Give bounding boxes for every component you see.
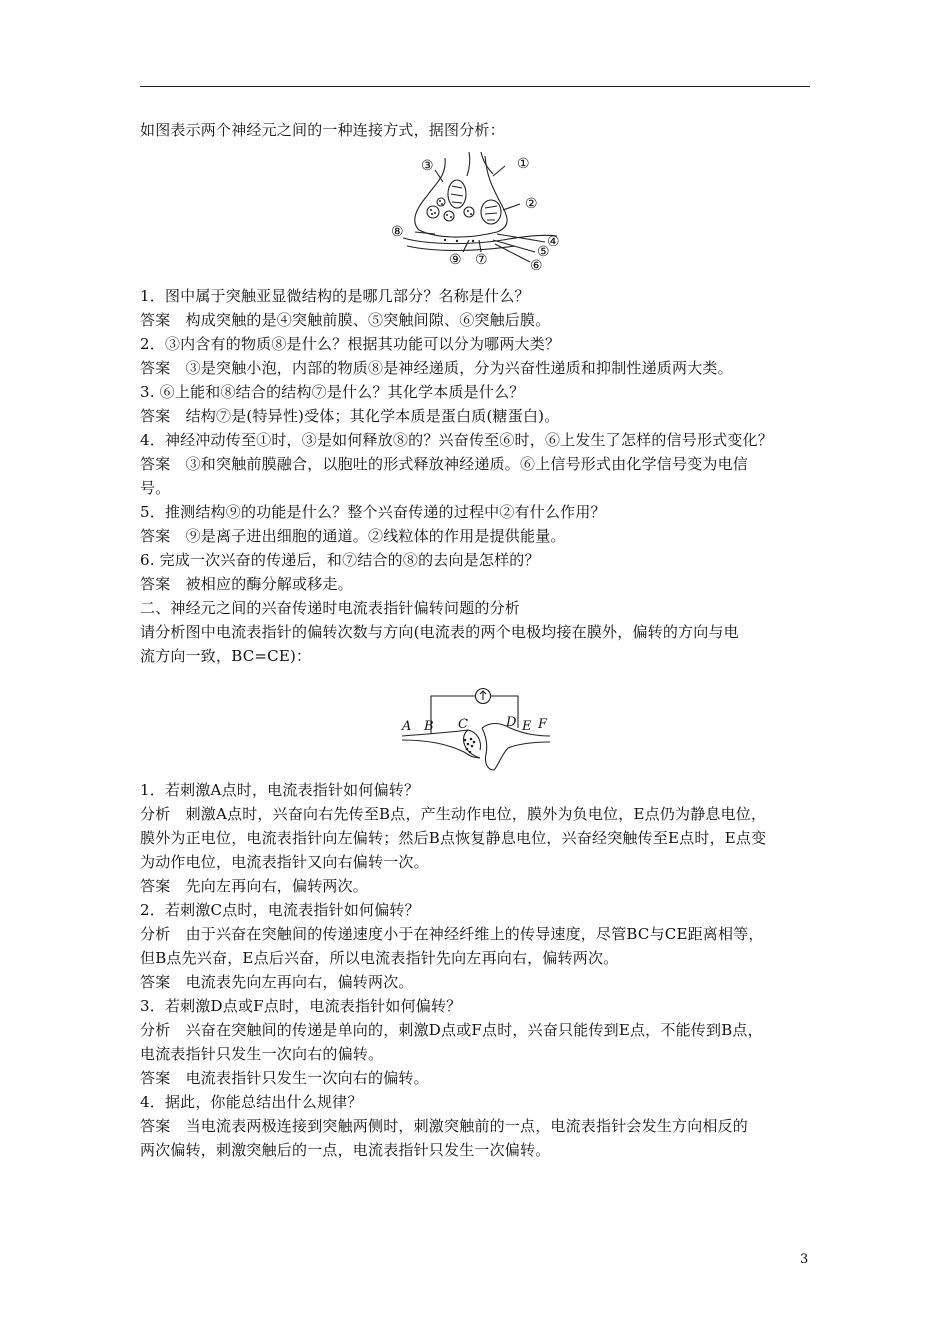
galvanometer-diagram <box>398 684 553 772</box>
label-3: ③ <box>421 158 434 174</box>
page-number: 3 <box>800 1252 809 1267</box>
p2-q2-question: 2．若刺激C点时，电流表指针如何偏转？ <box>140 901 420 919</box>
p2-q1-analysis-2: 膜外为正电位，电流表指针向左偏转；然后B点恢复静息电位，兴奋经突触传至E点时，E点变 <box>140 829 767 847</box>
p2-q1-analysis-3: 为动作电位，电流表指针又向右偏转一次。 <box>140 853 429 871</box>
label-6: ⑥ <box>530 258 543 274</box>
p2-q4-answer-1: 答案 当电流表两极连接到突触两侧时，刺激突触前的一点，电流表指针会发生方向相反的 <box>140 1117 749 1135</box>
p2-q4-answer-2: 两次偏转，刺激突触后的一点，电流表指针只发生一次偏转。 <box>140 1141 551 1159</box>
q6-answer: 答案 被相应的酶分解或移走。 <box>140 575 353 593</box>
label-2: ② <box>525 196 538 212</box>
point-f: F <box>538 717 548 732</box>
p2-q3-question: 3．若刺激D点或F点时，电流表指针如何偏转？ <box>140 997 462 1015</box>
header-rule <box>140 86 810 87</box>
point-e: E <box>522 719 532 734</box>
q5-answer: 答案 ⑨是离子进出细胞的通道。②线粒体的作用是提供能量。 <box>140 527 566 545</box>
q4-answer: 答案 ③和突触前膜融合，以胞吐的形式释放神经递质。⑥上信号形式由化学信号变为电信 <box>140 455 749 473</box>
label-1: ① <box>517 156 530 172</box>
p2-q2-analysis-2: 但B点先兴奋，E点后兴奋，所以电流表指针先向左再向右，偏转两次。 <box>140 949 619 967</box>
q5-question: 5．推测结构⑨的功能是什么？整个兴奋传递的过程中②有什么作用？ <box>140 503 606 521</box>
p2-q1-analysis-1: 分析 刺激A点时，兴奋向右先传至B点，产生动作电位，膜外为负电位，E点仍为静息电位， <box>140 805 767 823</box>
point-d: D <box>506 715 517 730</box>
label-4: ④ <box>547 234 560 250</box>
q4-answer-cont: 号。 <box>140 479 171 497</box>
p2-q3-analysis-1: 分析 兴奋在突触间的传递是单向的，刺激D点或F点时，兴奋只能传到E点，不能传到B点， <box>140 1021 763 1039</box>
p2-q2-analysis-1: 分析 由于兴奋在突触间的传递速度小于在神经纤维上的传导速度，尽管BC与CE距离相等， <box>140 925 764 943</box>
synapse-diagram <box>385 148 570 276</box>
label-8: ⑧ <box>391 224 404 240</box>
q6-question: 6. 完成一次兴奋的传递后，和⑦结合的⑧的去向是怎样的？ <box>140 551 540 569</box>
p2-q3-analysis-2: 电流表指针只发生一次向右的偏转。 <box>140 1045 384 1063</box>
q3-question: 3. ⑥上能和⑧结合的结构⑦是什么？其化学本质是什么？ <box>140 383 525 401</box>
q4-question: 4．神经冲动传至①时，③是如何释放⑧的？兴奋传至⑥时，⑥上发生了怎样的信号形式变化？ <box>140 431 773 449</box>
label-7: ⑦ <box>475 252 488 268</box>
label-9: ⑨ <box>449 252 462 268</box>
label-5: ⑤ <box>537 244 550 260</box>
section-heading: 二、神经元之间的兴奋传递时电流表指针偏转问题的分析 <box>140 599 521 617</box>
p2-q2-answer: 答案 电流表先向左再向右，偏转两次。 <box>140 973 414 991</box>
p2-q1-question: 1．若刺激A点时，电流表指针如何偏转？ <box>140 781 420 799</box>
q1-answer: 答案 构成突触的是④突触前膜、⑤突触间隙、⑥突触后膜。 <box>140 311 551 329</box>
point-b: B <box>424 719 434 734</box>
section-intro-2: 流方向一致，BC=CE)： <box>140 647 312 665</box>
q2-answer: 答案 ③是突触小泡，内部的物质⑧是神经递质，分为兴奋性递质和抑制性递质两大类。 <box>140 359 733 377</box>
section-intro-1: 请分析图中电流表指针的偏转次数与方向(电流表的两个电极均接在膜外，偏转的方向与电 <box>140 623 739 641</box>
q1-question: 1．图中属于突触亚显微结构的是哪几部分？名称是什么？ <box>140 287 530 305</box>
p2-q4-question: 4．据此，你能总结出什么规律？ <box>140 1093 363 1111</box>
point-a: A <box>402 719 412 734</box>
p2-q3-answer: 答案 电流表指针只发生一次向右的偏转。 <box>140 1069 429 1087</box>
intro-text: 如图表示两个神经元之间的一种连接方式，据图分析： <box>140 121 505 139</box>
point-c: C <box>458 717 468 732</box>
p2-q1-answer: 答案 先向左再向右，偏转两次。 <box>140 877 369 895</box>
q3-answer: 答案 结构⑦是(特异性)受体；其化学本质是蛋白质(糖蛋白)。 <box>140 407 560 425</box>
q2-question: 2．③内含有的物质⑧是什么？根据其功能可以分为哪两大类？ <box>140 335 561 353</box>
